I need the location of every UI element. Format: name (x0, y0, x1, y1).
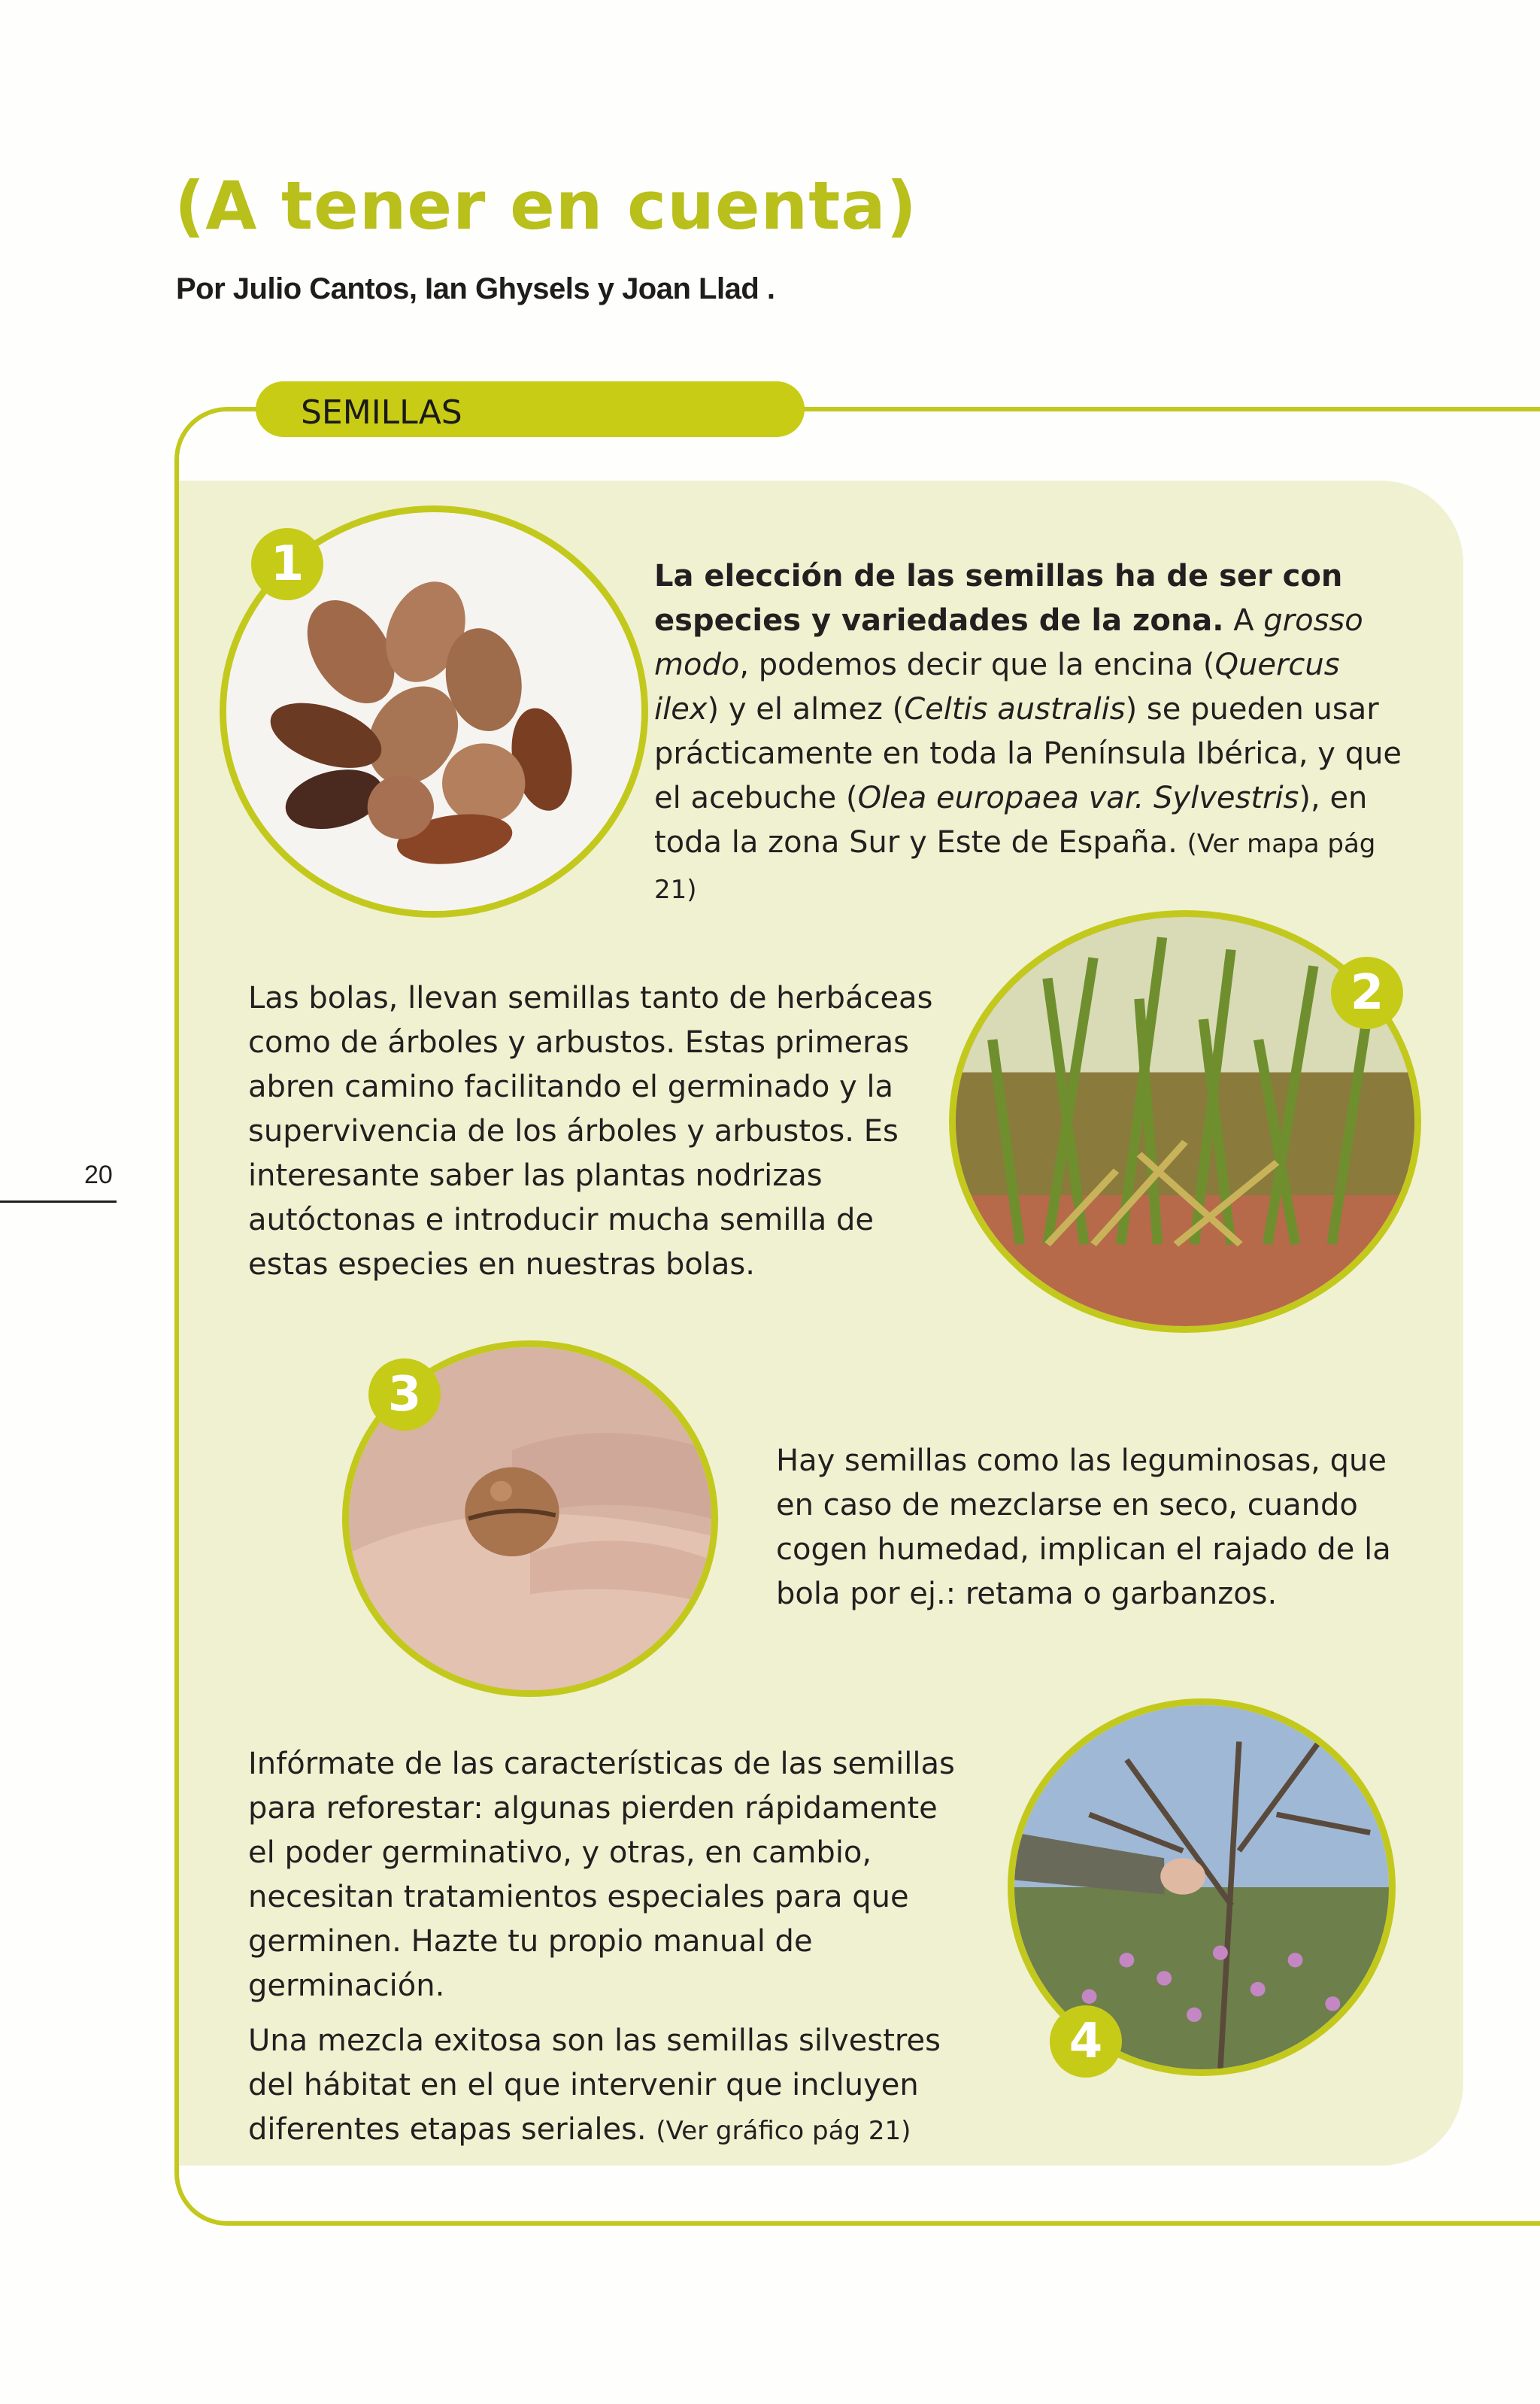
item-1-reference-note: (Ver mapa pág 21) (654, 829, 1376, 905)
item-4-paragraph-2 (248, 2019, 970, 2154)
item-1-paragraph (654, 554, 1406, 912)
authors-byline: Por Julio Cantos, Ian Ghysels y Joan Llad . (176, 272, 775, 305)
item-3-paragraph: Hay semillas como las leguminosas, que en caso de mezclarse en seco, cuando cogen humedad, implican el rajado de la bola por ej.: retama o garbanzos. (776, 1443, 1391, 1611)
item-1-italic: Quercus ilex (654, 648, 1340, 727)
item-1-text (654, 554, 1406, 912)
item-1-text-segment: , podemos decir que la encina ( (739, 648, 1215, 682)
item-2-paragraph: Las bolas, llevan semillas tanto de herbáceas como de árboles y arbustos. Estas primeras abren camino facilitando el germinado y la supervivencia de los árboles y arbustos. Es interesante saber las plantas nodrizas autóctonas e introducir mucha semilla de estas especies en nuestras bolas. (248, 981, 933, 1282)
item-1-italic: Celtis australis (904, 692, 1126, 727)
item-number-badge-4: 4 (1050, 2005, 1122, 2078)
item-4-paragraph-1: Infórmate de las características de las semillas para reforestar: algunas pierden rápidamente el poder germinativo, y otras, en cambio, necesitan tratamientos especiales para que germinen. Hazte tu propio manual de germinación. (248, 1747, 955, 2003)
item-number-badge-1: 1 (251, 528, 323, 600)
item-4-text (248, 1742, 970, 2154)
item-4-paragraph-2-text: Una mezcla exitosa son las semillas silvestres del hábitat en el que intervenir que incluyen diferentes etapas seriales. (248, 2023, 941, 2147)
page-title: (A tener en cuenta) (174, 167, 917, 244)
page-number: 20 (84, 1161, 113, 1189)
item-1-text-segment: ), en toda la zona Sur y Este de España. (654, 781, 1368, 860)
item-2-text (248, 976, 955, 1287)
page-number-rule (0, 1200, 117, 1203)
item-1-italic: grosso modo (654, 603, 1363, 682)
item-1-italic: Olea europaea var. Sylvestris (857, 781, 1299, 815)
section-header (256, 381, 805, 437)
item-1-lead: La elección de las semillas ha de ser con especies y variedades de la zona. (654, 559, 1343, 638)
item-3-text (776, 1439, 1400, 1616)
item-number-badge-3: 3 (368, 1358, 441, 1431)
item-1-text-segment: ) se pueden usar prácticamente en toda la Península Ibérica, y que el acebuche ( (654, 692, 1402, 815)
section-title: SEMILLAS (301, 393, 462, 432)
item-number-badge-2: 2 (1331, 957, 1403, 1029)
item-1-text-segment: ) y el almez ( (707, 692, 905, 727)
item-1-text-segment: A (1223, 603, 1264, 638)
item-4-reference-note: (Ver gráfico pág 21) (656, 2116, 911, 2146)
